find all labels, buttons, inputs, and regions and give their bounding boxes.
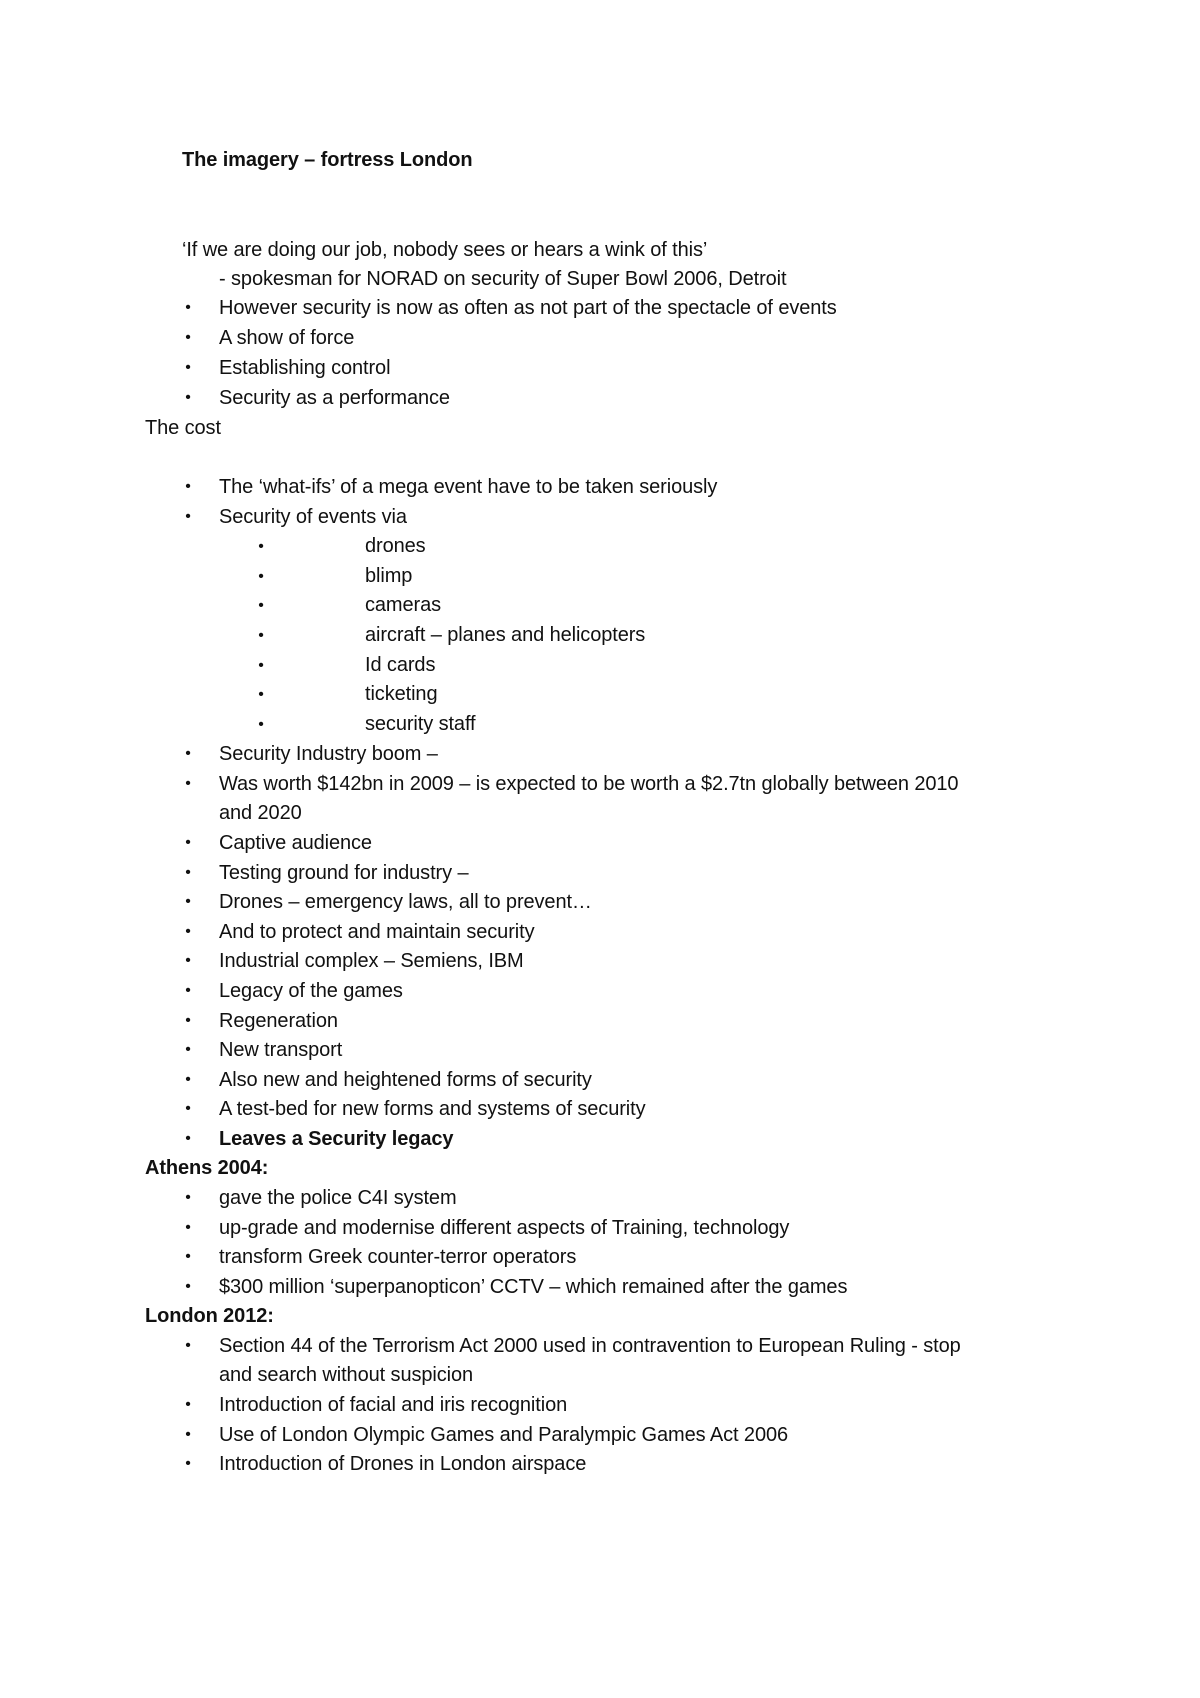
list-item: Drones – emergency laws, all to prevent… bbox=[219, 891, 592, 913]
bullet-icon bbox=[183, 1013, 193, 1029]
list-item: Establishing control bbox=[219, 357, 391, 379]
sub-list-item: cameras bbox=[365, 594, 441, 616]
bullet-icon bbox=[183, 1072, 193, 1088]
list-item: Section 44 of the Terrorism Act 2000 used in contravention to European Ruling - stop bbox=[219, 1335, 961, 1357]
list-item: Regeneration bbox=[219, 1010, 338, 1032]
section-heading-london: London 2012: bbox=[145, 1305, 274, 1327]
sub-list-item: aircraft – planes and helicopters bbox=[365, 624, 646, 646]
list-item: Security as a performance bbox=[219, 387, 450, 409]
bullet-icon bbox=[183, 1101, 193, 1117]
bullet-icon bbox=[183, 509, 193, 525]
bullet-icon bbox=[183, 776, 193, 792]
bullet-icon bbox=[256, 569, 266, 585]
bullet-icon bbox=[256, 658, 266, 674]
list-item: Introduction of facial and iris recognition bbox=[219, 1394, 568, 1416]
sub-list-item: ticketing bbox=[365, 683, 438, 705]
list-item: New transport bbox=[219, 1039, 343, 1061]
document-title: The imagery – fortress London bbox=[182, 149, 473, 171]
bullet-icon bbox=[183, 1338, 193, 1354]
list-item: transform Greek counter-terror operators bbox=[219, 1246, 577, 1268]
list-item: The ‘what-ifs’ of a mega event have to be taken seriously bbox=[219, 476, 718, 498]
bullet-icon bbox=[183, 479, 193, 495]
list-item: gave the police C4I system bbox=[219, 1187, 457, 1209]
list-item: Also new and heightened forms of security bbox=[219, 1069, 592, 1091]
bullet-icon bbox=[183, 1131, 193, 1147]
list-item: Was worth $142bn in 2009 – is expected to be worth a $2.7tn globally between 2010 bbox=[219, 773, 959, 795]
bullet-icon bbox=[256, 539, 266, 555]
bullet-icon bbox=[183, 1427, 193, 1443]
bullet-icon bbox=[256, 687, 266, 703]
bullet-icon bbox=[183, 983, 193, 999]
bullet-icon bbox=[183, 360, 193, 376]
list-item: Legacy of the games bbox=[219, 980, 403, 1002]
bullet-icon bbox=[183, 894, 193, 910]
bullet-icon bbox=[183, 390, 193, 406]
list-item-continuation: and 2020 bbox=[219, 802, 302, 824]
list-item: Industrial complex – Semiens, IBM bbox=[219, 950, 524, 972]
list-item: Use of London Olympic Games and Paralympic Games Act 2006 bbox=[219, 1424, 789, 1446]
bullet-icon bbox=[183, 1042, 193, 1058]
sub-list-item: drones bbox=[365, 535, 426, 557]
bullet-icon bbox=[183, 1190, 193, 1206]
bullet-icon bbox=[256, 598, 266, 614]
bullet-icon bbox=[183, 835, 193, 851]
list-item: A show of force bbox=[219, 327, 355, 349]
list-item-emphasis: Leaves a Security legacy bbox=[219, 1128, 454, 1150]
bullet-icon bbox=[183, 953, 193, 969]
bullet-icon bbox=[183, 746, 193, 762]
list-item: However security is now as often as not part of the spectacle of events bbox=[219, 297, 837, 319]
bullet-icon bbox=[183, 1220, 193, 1236]
sub-list-item: blimp bbox=[365, 565, 413, 587]
sub-list-item: Id cards bbox=[365, 654, 436, 676]
bullet-icon bbox=[256, 628, 266, 644]
section-heading-cost: The cost bbox=[145, 417, 221, 439]
bullet-icon bbox=[183, 865, 193, 881]
bullet-icon bbox=[256, 717, 266, 733]
bullet-icon bbox=[183, 1397, 193, 1413]
list-item: And to protect and maintain security bbox=[219, 921, 535, 943]
list-item: $300 million ‘superpanopticon’ CCTV – which remained after the games bbox=[219, 1276, 848, 1298]
list-item: Testing ground for industry – bbox=[219, 862, 469, 884]
bullet-icon bbox=[183, 330, 193, 346]
list-item-continuation: and search without suspicion bbox=[219, 1364, 474, 1386]
list-item: A test-bed for new forms and systems of security bbox=[219, 1098, 646, 1120]
sub-list-item: security staff bbox=[365, 713, 476, 735]
list-item: Introduction of Drones in London airspace bbox=[219, 1453, 587, 1475]
list-item: Security of events via bbox=[219, 506, 407, 528]
list-item: Captive audience bbox=[219, 832, 372, 854]
bullet-icon bbox=[183, 1279, 193, 1295]
quote-attribution: - spokesman for NORAD on security of Super Bowl 2006, Detroit bbox=[219, 268, 787, 290]
bullet-icon bbox=[183, 1249, 193, 1265]
bullet-icon bbox=[183, 1456, 193, 1472]
bullet-icon bbox=[183, 300, 193, 316]
list-item: up-grade and modernise different aspects of Training, technology bbox=[219, 1217, 790, 1239]
list-item: Security Industry boom – bbox=[219, 743, 438, 765]
section-heading-athens: Athens 2004: bbox=[145, 1157, 269, 1179]
quote: ‘If we are doing our job, nobody sees or hears a wink of this’ bbox=[182, 239, 708, 261]
bullet-icon bbox=[183, 924, 193, 940]
